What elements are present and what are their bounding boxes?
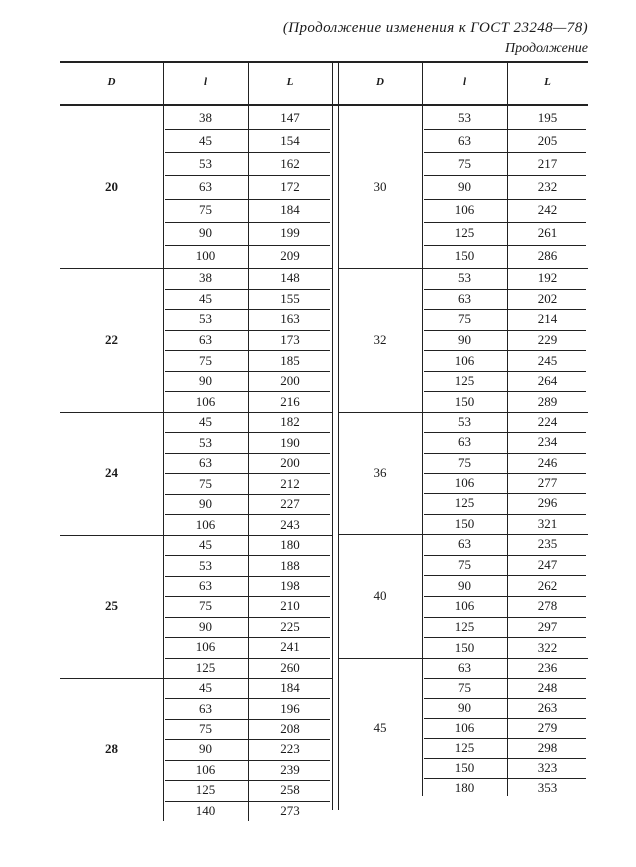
row-rule xyxy=(424,758,586,759)
row-rule xyxy=(424,432,586,433)
row-rule xyxy=(424,778,586,779)
cell-l-value: 90 xyxy=(199,618,212,634)
cell-L-value: 224 xyxy=(537,414,558,430)
cell-L-value: 242 xyxy=(537,202,558,218)
cell-l-value: 53 xyxy=(458,414,471,430)
row-rule xyxy=(424,222,586,223)
group-d-value: 25 xyxy=(105,598,118,614)
row-rule xyxy=(165,576,330,577)
cell-l-value: 53 xyxy=(199,155,212,171)
cell-l-value: 125 xyxy=(454,739,475,755)
row-rule xyxy=(424,637,586,638)
cell-L-value: 225 xyxy=(280,618,300,634)
cell-L-value: 198 xyxy=(280,578,300,594)
cell-l-value: 75 xyxy=(199,475,212,491)
cell-L-value: 184 xyxy=(280,202,300,218)
cell-L-value: 232 xyxy=(537,178,558,194)
cell-l-value: 106 xyxy=(454,598,475,614)
cell-l-value: 53 xyxy=(458,109,471,125)
cell-L-value: 182 xyxy=(280,414,300,430)
cell-l-value: 63 xyxy=(458,434,471,450)
cell-l-value: 90 xyxy=(199,496,212,512)
cell-L-value: 210 xyxy=(280,598,300,614)
group-d-value: 36 xyxy=(373,464,387,480)
cell-l-value: 106 xyxy=(195,393,216,409)
group-rule xyxy=(60,268,332,269)
group-rule xyxy=(338,658,588,659)
column-header-d-left: D xyxy=(107,76,116,88)
row-rule xyxy=(165,453,330,454)
cell-L-value: 172 xyxy=(280,178,300,194)
cell-l-value: 150 xyxy=(454,393,475,409)
cell-L-value: 247 xyxy=(537,556,558,572)
cell-l-value: 63 xyxy=(199,331,212,347)
cell-L-value: 248 xyxy=(537,679,558,695)
row-rule xyxy=(165,432,330,433)
cell-l-value: 106 xyxy=(195,516,216,532)
row-rule xyxy=(165,698,330,699)
row-rule xyxy=(165,129,330,130)
cell-l-value: 150 xyxy=(454,248,475,264)
cell-l-value: 63 xyxy=(199,455,212,471)
row-rule xyxy=(424,129,586,130)
cell-l-value: 53 xyxy=(199,311,212,327)
cell-l-value: 45 xyxy=(199,680,212,696)
row-rule xyxy=(424,473,586,474)
cell-l-value: 125 xyxy=(454,373,475,389)
cell-L-value: 154 xyxy=(280,132,300,148)
cell-l-value: 125 xyxy=(454,618,475,634)
cell-L-value: 217 xyxy=(537,155,558,171)
cell-L-value: 279 xyxy=(537,719,558,735)
cell-l-value: 75 xyxy=(458,155,471,171)
cell-L-value: 214 xyxy=(537,311,558,327)
row-rule xyxy=(165,371,330,372)
cell-l-value: 63 xyxy=(458,132,471,148)
continuation-title: (Продолжение изменения к ГОСТ 23248—78) xyxy=(282,20,588,36)
cell-L-value: 241 xyxy=(280,639,300,655)
cell-l-value: 150 xyxy=(454,759,475,775)
cell-L-value: 147 xyxy=(280,109,300,125)
cell-L-value: 208 xyxy=(280,721,300,737)
continuation-label: Продолжение xyxy=(505,41,588,56)
header-bottom-rule xyxy=(60,104,588,106)
row-rule xyxy=(165,494,330,495)
row-rule xyxy=(424,330,586,331)
group-d-value: 40 xyxy=(373,587,387,603)
cell-l-value: 106 xyxy=(195,761,216,777)
row-rule xyxy=(424,371,586,372)
cell-l-value: 100 xyxy=(195,248,216,264)
cell-l-value: 38 xyxy=(199,270,212,286)
table-top-rule xyxy=(60,61,588,63)
cell-L-value: 185 xyxy=(280,352,300,368)
cell-L-value: 246 xyxy=(537,454,558,470)
cell-l-value: 90 xyxy=(458,178,471,194)
row-rule xyxy=(165,309,330,310)
cell-L-value: 260 xyxy=(280,659,300,675)
row-rule xyxy=(424,678,586,679)
group-rule xyxy=(338,412,588,413)
cell-L-value: 243 xyxy=(280,516,300,532)
cell-l-value: 75 xyxy=(458,311,471,327)
row-rule xyxy=(165,637,330,638)
cell-L-value: 227 xyxy=(280,496,300,512)
cell-L-value: 236 xyxy=(537,659,558,675)
cell-L-value: 199 xyxy=(280,225,300,241)
cell-L-value: 202 xyxy=(537,290,558,306)
cell-l-value: 63 xyxy=(199,178,212,194)
cell-l-value: 90 xyxy=(458,699,471,715)
row-rule xyxy=(424,199,586,200)
cell-L-value: 277 xyxy=(537,475,558,491)
cell-L-value: 322 xyxy=(537,639,558,655)
row-rule xyxy=(165,760,330,761)
cell-L-value: 258 xyxy=(280,782,300,798)
cell-l-value: 125 xyxy=(195,659,216,675)
cell-L-value: 321 xyxy=(537,515,558,531)
row-rule xyxy=(424,738,586,739)
row-rule xyxy=(165,350,330,351)
cell-L-value: 148 xyxy=(280,270,300,286)
cell-l-value: 45 xyxy=(199,414,212,430)
row-rule xyxy=(165,330,330,331)
cell-l-value: 63 xyxy=(458,290,471,306)
row-rule xyxy=(424,617,586,618)
group-rule xyxy=(60,678,332,679)
group-rule xyxy=(338,534,588,535)
cell-L-value: 286 xyxy=(537,248,558,264)
column-header-l-large-left: L xyxy=(286,76,294,88)
cell-L-value: 278 xyxy=(537,598,558,614)
cell-L-value: 229 xyxy=(537,331,558,347)
cell-l-value: 125 xyxy=(195,782,216,798)
cell-l-value: 75 xyxy=(458,454,471,470)
cell-l-value: 106 xyxy=(454,475,475,491)
cell-L-value: 297 xyxy=(537,618,558,634)
cell-L-value: 296 xyxy=(537,495,558,511)
cell-l-value: 63 xyxy=(199,700,212,716)
row-rule xyxy=(424,575,586,576)
cell-L-value: 234 xyxy=(537,434,558,450)
cell-L-value: 184 xyxy=(280,680,300,696)
cell-l-value: 106 xyxy=(195,639,216,655)
row-rule xyxy=(424,514,586,515)
cell-L-value: 235 xyxy=(537,536,558,552)
group-rule xyxy=(60,535,332,536)
row-rule xyxy=(165,719,330,720)
group-d-value: 24 xyxy=(105,465,118,481)
row-rule xyxy=(165,289,330,290)
group-d-value: 32 xyxy=(373,331,387,347)
column-header-d-right: D xyxy=(376,76,384,88)
row-rule xyxy=(424,175,586,176)
group-d-value: 28 xyxy=(105,741,118,757)
row-rule xyxy=(424,718,586,719)
cell-L-value: 323 xyxy=(537,759,558,775)
row-rule xyxy=(424,309,586,310)
row-rule xyxy=(165,199,330,200)
row-rule xyxy=(424,555,586,556)
cell-L-value: 173 xyxy=(280,331,300,347)
cell-l-value: 180 xyxy=(454,779,475,795)
row-rule xyxy=(165,514,330,515)
cell-l-value: 75 xyxy=(199,202,212,218)
cell-l-value: 90 xyxy=(199,225,212,241)
column-header-l-small-left: l xyxy=(203,76,208,88)
cell-l-value: 45 xyxy=(199,537,212,553)
column-header-l-small-right: l xyxy=(462,76,467,88)
cell-L-value: 155 xyxy=(280,290,300,306)
cell-l-value: 140 xyxy=(195,802,216,818)
cell-L-value: 298 xyxy=(537,739,558,755)
cell-l-value: 53 xyxy=(458,270,471,286)
group-d-value: 30 xyxy=(373,178,387,194)
group-d-value: 45 xyxy=(373,719,387,735)
cell-L-value: 162 xyxy=(280,155,300,171)
row-rule xyxy=(424,493,586,494)
row-rule xyxy=(165,152,330,153)
cell-l-value: 150 xyxy=(454,515,475,531)
cell-l-value: 106 xyxy=(454,352,475,368)
row-rule xyxy=(165,801,330,802)
cell-L-value: 273 xyxy=(280,802,300,818)
cell-l-value: 45 xyxy=(199,290,212,306)
row-rule xyxy=(165,473,330,474)
cell-L-value: 264 xyxy=(537,373,558,389)
row-rule xyxy=(165,780,330,781)
row-rule xyxy=(424,350,586,351)
row-rule xyxy=(424,596,586,597)
vrule-center-b xyxy=(338,61,339,810)
cell-l-value: 45 xyxy=(199,132,212,148)
cell-L-value: 200 xyxy=(280,455,300,471)
cell-L-value: 188 xyxy=(280,557,300,573)
cell-l-value: 106 xyxy=(454,719,475,735)
cell-L-value: 195 xyxy=(537,109,558,125)
row-rule xyxy=(424,245,586,246)
vrule-center-a xyxy=(332,61,333,810)
cell-L-value: 205 xyxy=(537,132,558,148)
cell-L-value: 239 xyxy=(280,761,300,777)
row-rule xyxy=(424,289,586,290)
cell-L-value: 289 xyxy=(537,393,558,409)
cell-L-value: 192 xyxy=(537,270,558,286)
cell-l-value: 75 xyxy=(199,721,212,737)
cell-L-value: 209 xyxy=(280,248,300,264)
group-rule xyxy=(60,412,332,413)
row-rule xyxy=(165,222,330,223)
cell-l-value: 75 xyxy=(199,352,212,368)
cell-L-value: 190 xyxy=(280,434,300,450)
cell-L-value: 223 xyxy=(280,741,300,757)
group-d-value: 20 xyxy=(105,178,118,194)
cell-L-value: 163 xyxy=(280,311,300,327)
cell-L-value: 196 xyxy=(280,700,300,716)
group-d-value: 22 xyxy=(105,331,118,347)
cell-l-value: 90 xyxy=(458,577,471,593)
cell-L-value: 262 xyxy=(537,577,558,593)
cell-L-value: 216 xyxy=(280,393,300,409)
cell-l-value: 106 xyxy=(454,202,475,218)
cell-L-value: 263 xyxy=(537,699,558,715)
row-rule xyxy=(165,617,330,618)
cell-l-value: 125 xyxy=(454,225,475,241)
row-rule xyxy=(165,555,330,556)
group-rule xyxy=(338,268,588,269)
row-rule xyxy=(165,658,330,659)
cell-l-value: 53 xyxy=(199,557,212,573)
column-header-l-large-right: L xyxy=(544,76,551,88)
cell-l-value: 75 xyxy=(199,598,212,614)
row-rule xyxy=(424,453,586,454)
row-rule xyxy=(165,739,330,740)
cell-L-value: 180 xyxy=(280,537,300,553)
row-rule xyxy=(165,596,330,597)
row-rule xyxy=(424,698,586,699)
cell-L-value: 353 xyxy=(537,779,558,795)
cell-l-value: 90 xyxy=(199,741,212,757)
cell-L-value: 200 xyxy=(280,373,300,389)
row-rule xyxy=(424,152,586,153)
cell-L-value: 261 xyxy=(537,225,558,241)
cell-l-value: 75 xyxy=(458,556,471,572)
cell-l-value: 150 xyxy=(454,639,475,655)
cell-l-value: 63 xyxy=(458,659,471,675)
cell-L-value: 212 xyxy=(280,475,300,491)
row-rule xyxy=(165,175,330,176)
cell-l-value: 63 xyxy=(458,536,471,552)
cell-l-value: 90 xyxy=(458,331,471,347)
cell-l-value: 63 xyxy=(199,578,212,594)
cell-l-value: 53 xyxy=(199,434,212,450)
row-rule xyxy=(424,391,586,392)
row-rule xyxy=(165,391,330,392)
cell-L-value: 245 xyxy=(537,352,558,368)
cell-l-value: 90 xyxy=(199,373,212,389)
cell-l-value: 38 xyxy=(199,109,212,125)
cell-l-value: 125 xyxy=(454,495,475,511)
row-rule xyxy=(165,245,330,246)
cell-l-value: 75 xyxy=(458,679,471,695)
